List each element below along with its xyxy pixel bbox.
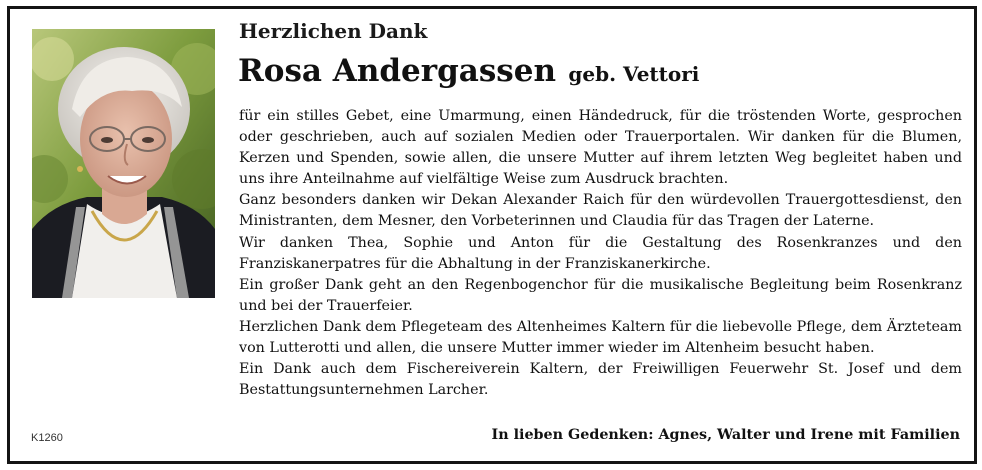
obituary-notice (7, 6, 977, 464)
paragraph-choir: Ein großer Dank geht an den Regenbogenchor für die musikalische Begleitung beim Rosenkranz und bei der Trauerfeier. (239, 276, 962, 314)
paragraph-opening: für ein stilles Gebet, eine Umarmung, einen Händedruck, für die tröstenden Worte, gesprochen oder geschrieben, auch auf sozialen Medien oder Trauerportalen. Wir danken für die Blumen, Kerzen und Spenden, sowie allen, die unsere Mutter auf ihrem letzten Weg begleitet haben und uns ihre Anteilnahme auf vielfältige Weise zum Ausdruck brachten. (239, 108, 962, 188)
paragraph-clergy: Ganz besonders danken wir Dekan Alexander Raich für den würdevollen Trauergottesdienst, den Ministranten, dem Mesner, den Vorbeterinnen und Claudia für das Tragen der Laterne. (239, 192, 962, 230)
notice-code: K1260 (31, 432, 63, 444)
portrait-photo (32, 29, 215, 298)
paragraph-associations: Ein Dank auch dem Fischereiverein Kaltern, der Freiwilligen Feuerwehr St. Josef und dem Bestattungsunternehmen Larcher. (239, 361, 962, 399)
deceased-name-line (238, 53, 699, 89)
closing-signature: In lieben Gedenken: Agnes, Walter und Irene mit Familien (491, 427, 960, 443)
maiden-name: geb. Vettori (568, 62, 700, 86)
paragraph-rosary: Wir danken Thea, Sophie und Anton für die Gestaltung des Rosenkranzes und den Franziskanerpatres für die Abhaltung in der Franziskanerkirche. (239, 234, 962, 272)
deceased-name: Rosa Andergassen (238, 53, 557, 89)
paragraph-care-home: Herzlichen Dank dem Pflegeteam des Altenheimes Kaltern für die liebevolle Pflege, dem Ärzteteam von Lutterotti und allen, die unsere Mutter immer wieder im Altenheim besucht haben. (239, 318, 962, 357)
thanks-heading: Herzlichen Dank (239, 19, 428, 43)
thanks-body (239, 106, 962, 401)
portrait-image (32, 29, 215, 298)
